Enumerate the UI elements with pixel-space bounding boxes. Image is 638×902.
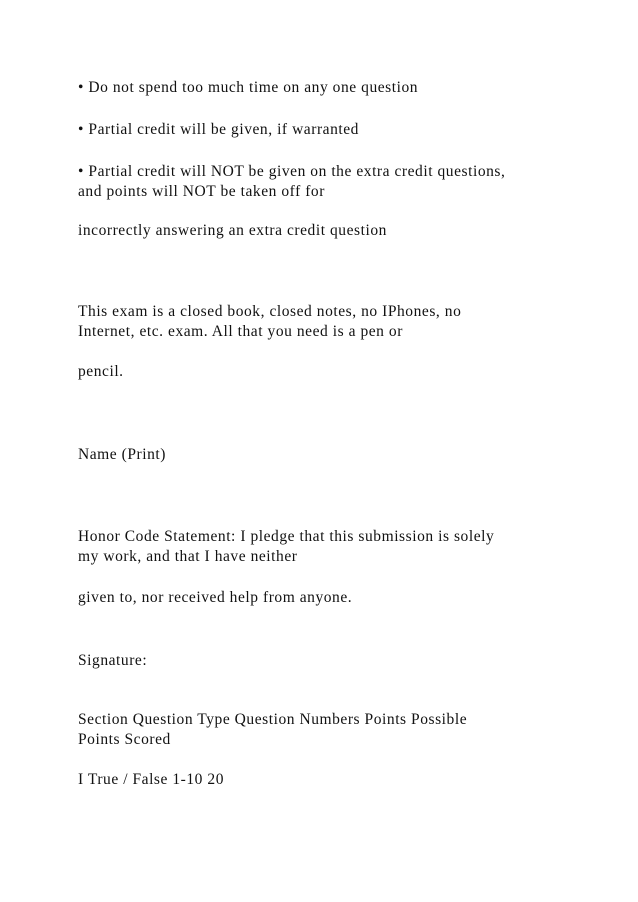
instruction-bullet-extra-credit-line-3: incorrectly answering an extra credit question <box>78 222 387 239</box>
instruction-bullet-extra-credit-line-2: and points will NOT be taken off for <box>78 183 325 200</box>
instruction-bullet-time: • Do not spend too much time on any one question <box>78 79 419 96</box>
signature-label: Signature: <box>78 652 148 669</box>
exam-rules-line-2: Internet, etc. exam. All that you need is a pen or <box>78 323 403 340</box>
score-table-header-line-2: Points Scored <box>78 731 171 748</box>
honor-code-line-3: given to, nor received help from anyone. <box>78 589 353 606</box>
instruction-bullet-extra-credit-line-1: • Partial credit will NOT be given on the extra credit questions, <box>78 163 506 180</box>
exam-rules-line-3: pencil. <box>78 363 124 380</box>
honor-code-line-1: Honor Code Statement: I pledge that this submission is solely <box>78 528 495 545</box>
score-table-row-true-false: I True / False 1-10 20 <box>78 771 225 788</box>
score-table-header-line-1: Section Question Type Question Numbers Points Possible <box>78 711 468 728</box>
instruction-bullet-partial-credit: • Partial credit will be given, if warranted <box>78 121 359 138</box>
exam-rules-line-1: This exam is a closed book, closed notes, no IPhones, no <box>78 303 462 320</box>
honor-code-line-2: my work, and that I have neither <box>78 548 298 565</box>
name-print-label: Name (Print) <box>78 446 166 463</box>
